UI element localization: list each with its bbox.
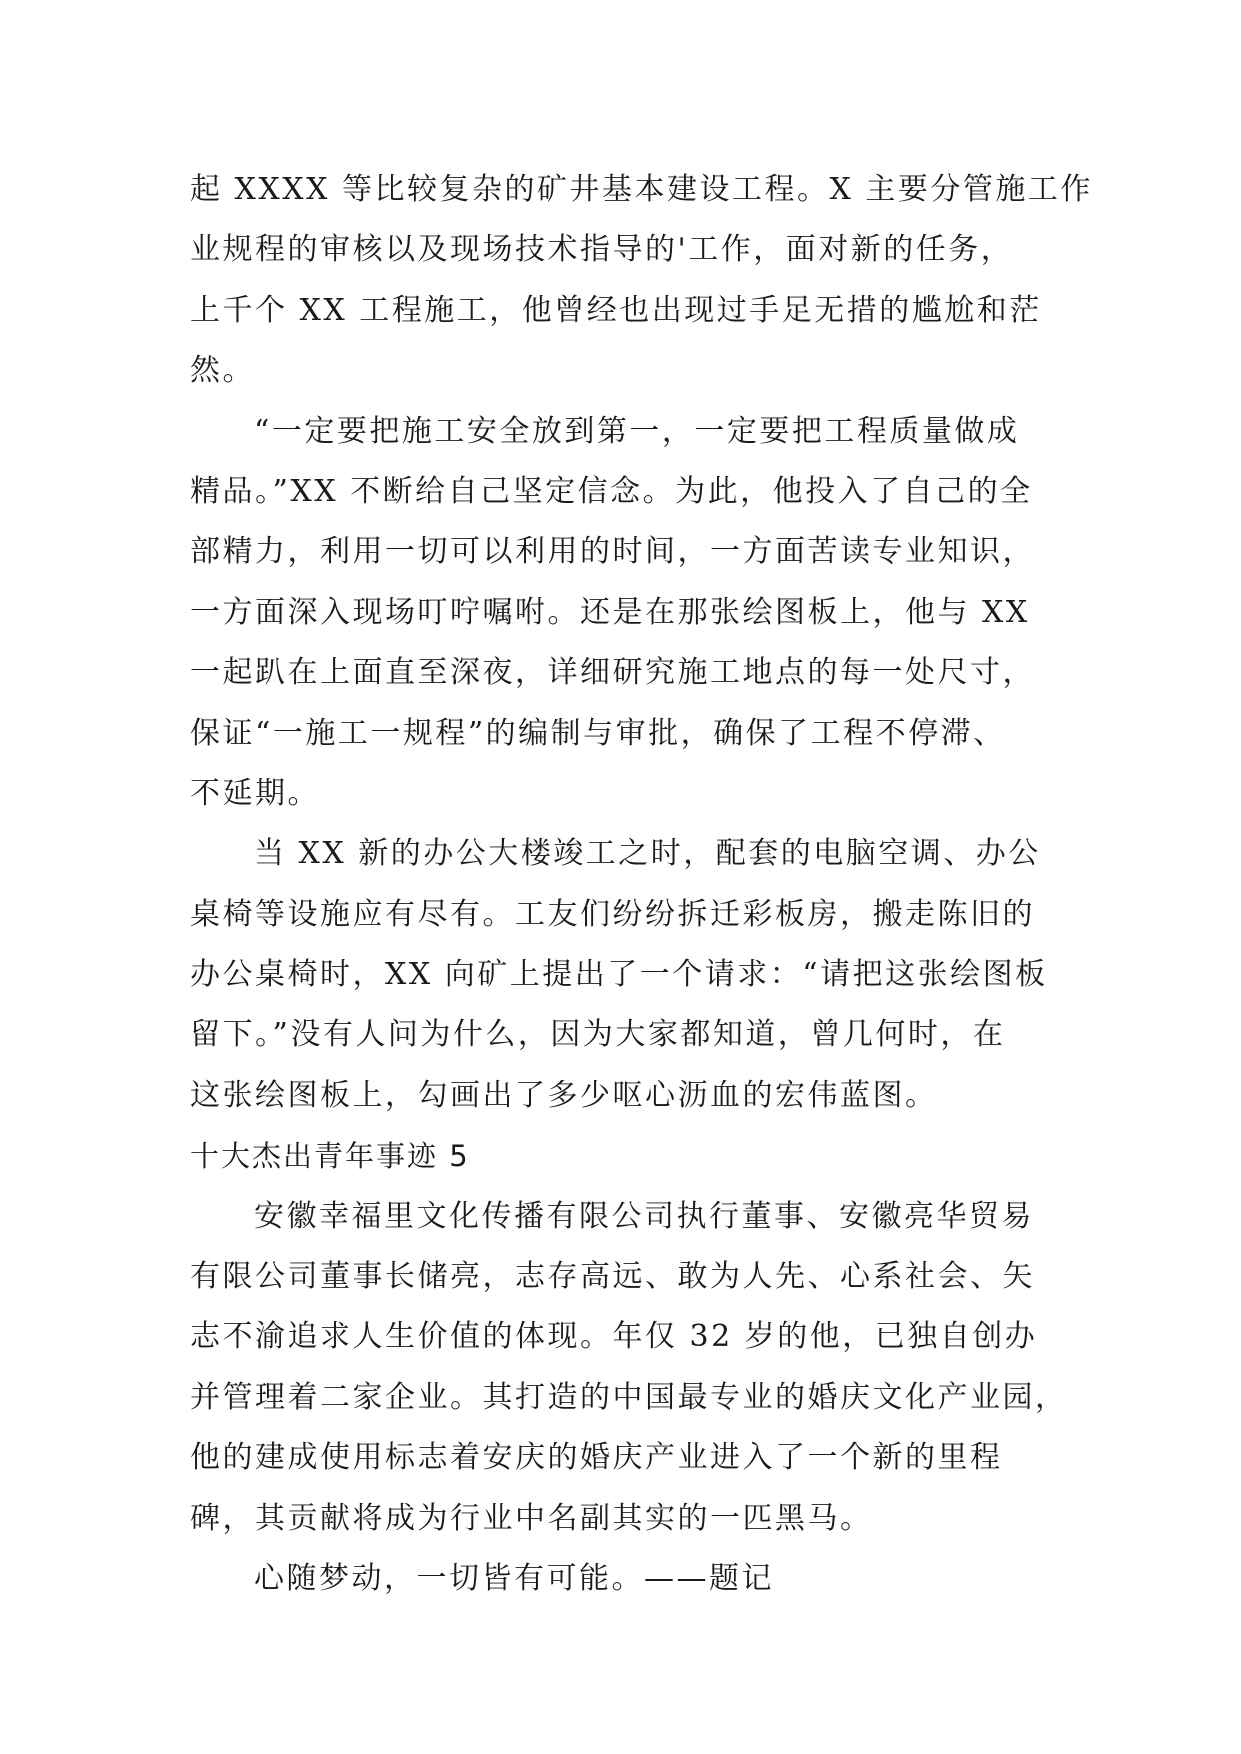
text-line: 一起趴在上面直至深夜，详细研究施工地点的每一处尺寸， — [190, 655, 1035, 691]
heading-text: 十大杰出青年事迹 5 — [190, 1139, 470, 1174]
text-line: 上千个 XX 工程施工，他曾经也出现过手足无措的尴尬和茫 — [190, 292, 1042, 328]
text-line: 部精力，利用一切可以利用的时间，一方面苦读专业知识， — [190, 534, 1035, 570]
paragraph — [190, 824, 1060, 1126]
paragraph — [190, 1549, 1060, 1609]
paragraph — [190, 160, 1093, 402]
text-line: 一方面深入现场叮咛嘱咐。还是在那张绘图板上，他与 XX — [190, 594, 1030, 630]
text-line: 办公桌椅时，XX 向矿上提出了一个请求：“请把这张绘图板 — [190, 957, 1048, 993]
text-line: 安徽幸福里文化传播有限公司执行董事、安徽亮华贸易 — [254, 1198, 1034, 1234]
text-line: 志不渝追求人生价值的体现。年仅 32 岁的他，已独自创办 — [190, 1319, 1038, 1355]
text-line: 心随梦动，一切皆有可能。——题记 — [254, 1560, 774, 1596]
text-line: 桌椅等设施应有尽有。工友们纷纷拆迁彩板房，搬走陈旧的 — [190, 896, 1035, 932]
text-line: 有限公司董事长储亮，志存高远、敢为人先、心系社会、矢 — [190, 1259, 1035, 1295]
text-line: 这张绘图板上，勾画出了多少呕心沥血的宏伟蓝图。 — [190, 1077, 938, 1113]
text-line: 碑，其贡献将成为行业中名副其实的一匹黑马。 — [190, 1500, 873, 1536]
text-line: 不延期。 — [190, 775, 320, 811]
text-line: “一定要把施工安全放到第一，一定要把工程质量做成 — [254, 413, 1020, 449]
text-line: 然。 — [190, 353, 255, 389]
text-line: 保证“一施工一规程”的编制与审批，确保了工程不停滞、 — [190, 715, 1006, 751]
text-line: 并管理着二家企业。其打造的中国最专业的婚庆文化产业园， — [190, 1379, 1068, 1415]
text-line: 精品。”XX 不断给自己坚定信念。为此，他投入了自己的全 — [190, 473, 1033, 509]
text-line: 留下。”没有人问为什么，因为大家都知道，曾几何时，在 — [190, 1017, 1006, 1053]
paragraph — [190, 1187, 1068, 1549]
text-line: 当 XX 新的办公大楼竣工之时，配套的电脑空调、办公 — [254, 836, 1041, 872]
paragraph — [190, 402, 1060, 825]
section-heading — [190, 1126, 1060, 1186]
document-body — [190, 160, 1093, 1609]
text-line: 他的建成使用标志着安庆的婚庆产业进入了一个新的里程 — [190, 1440, 1003, 1476]
text-line: 起 XXXX 等比较复杂的矿井基本建设工程。X 主要分管施工作 — [190, 172, 1093, 207]
text-line: 业规程的审核以及现场技术指导的'工作，面对新的任务， — [190, 232, 1014, 268]
